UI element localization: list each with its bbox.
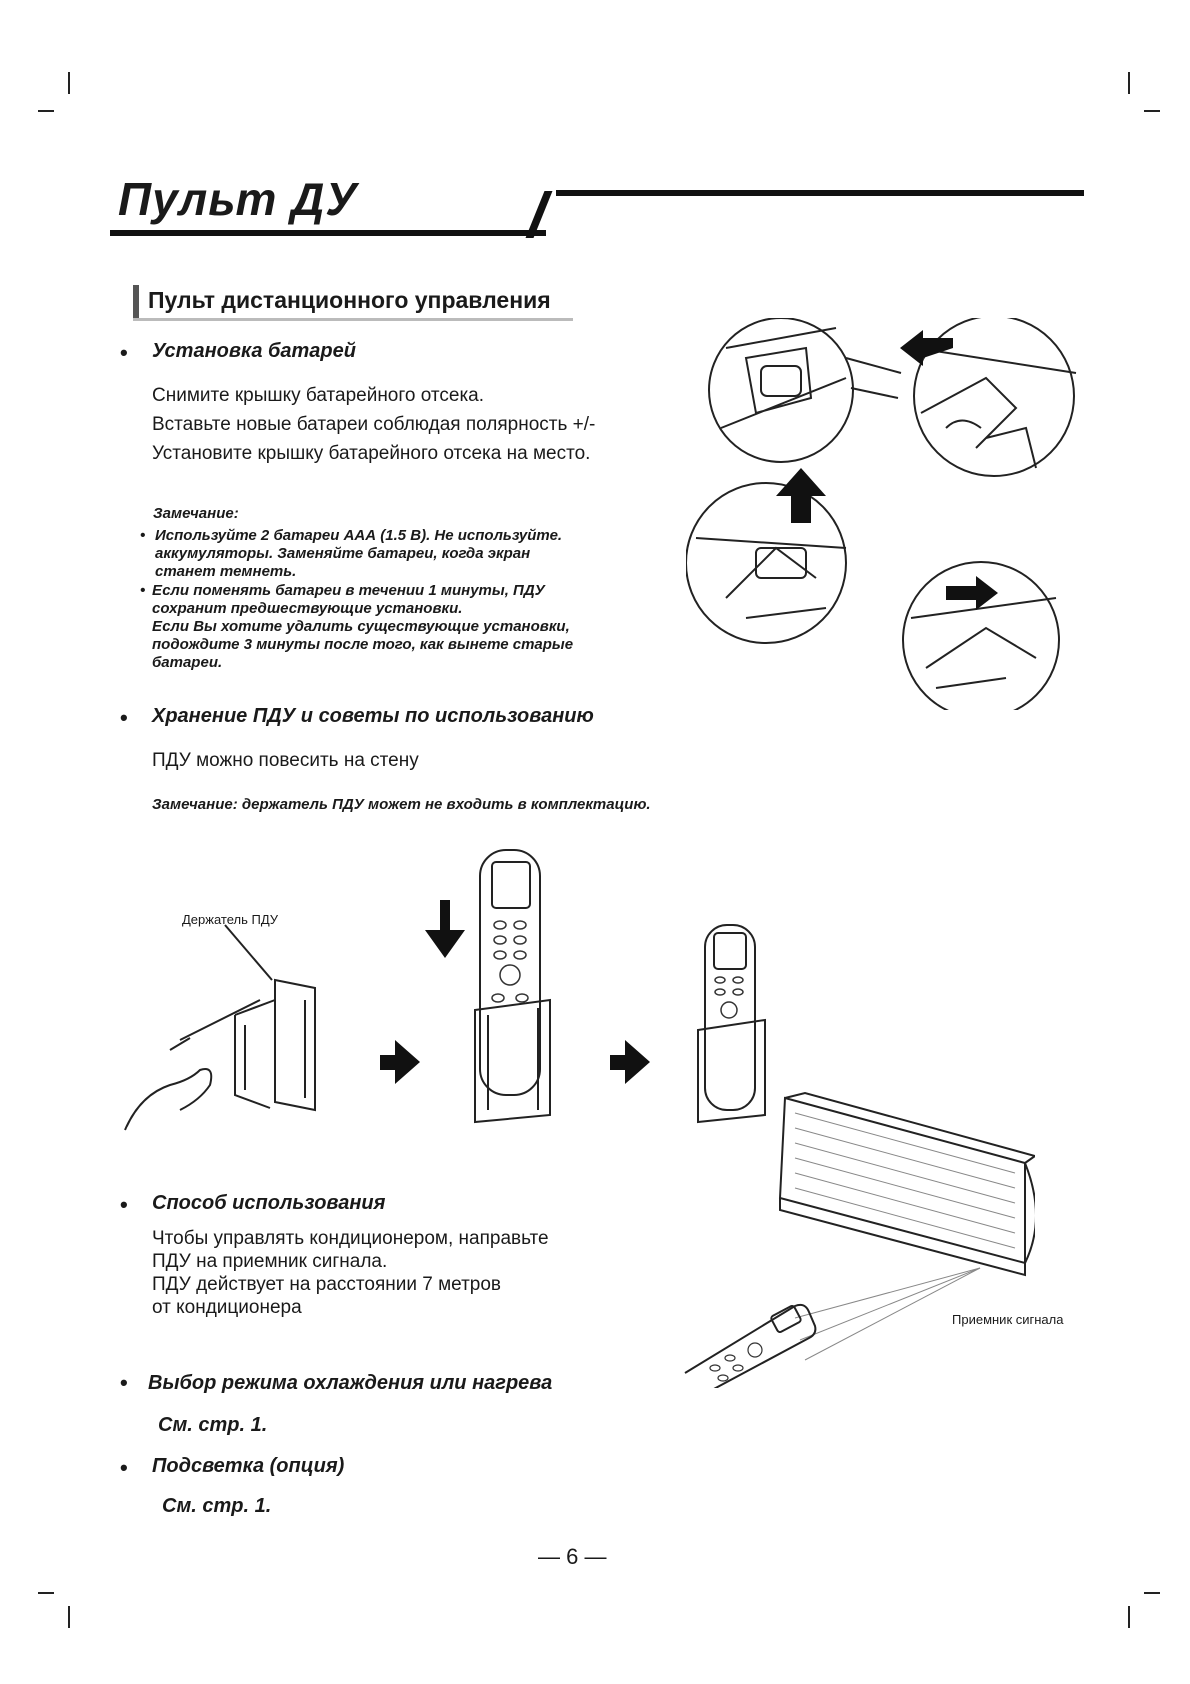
battery-note-line: станет темнеть. [155, 563, 297, 580]
bullet: • [120, 340, 128, 365]
crop-mark [1128, 72, 1130, 94]
crop-mark [1144, 1592, 1160, 1594]
crop-mark [38, 110, 54, 112]
mode-ref: См. стр. 1. [158, 1414, 268, 1436]
usage-line: ПДУ действует на расстоянии 7 метров [152, 1274, 502, 1295]
section-underline [133, 318, 573, 321]
note-bullet: • [140, 582, 146, 599]
storage-heading: Хранение ПДУ и советы по использованию [152, 705, 594, 727]
bullet: • [120, 1192, 128, 1217]
battery-note-line: аккумуляторы. Заменяйте батареи, когда экран [155, 545, 531, 562]
battery-note-line: подождите 3 минуты после того, как вынете старые [152, 636, 574, 653]
note-bullet: • [140, 527, 146, 544]
crop-mark [38, 1592, 54, 1594]
usage-line: Чтобы управлять кондиционером, направьте [152, 1228, 549, 1249]
battery-line: Снимите крышку батарейного отсека. [152, 385, 485, 406]
bullet: • [120, 1370, 128, 1395]
holder-label: Держатель ПДУ [182, 912, 279, 927]
crop-mark [68, 72, 70, 94]
battery-illustration [686, 318, 1091, 710]
crop-mark [1144, 110, 1160, 112]
battery-note-title: Замечание: [153, 505, 239, 522]
title-rule [556, 190, 1084, 196]
section-bar [133, 285, 139, 319]
battery-note-line: батареи. [152, 654, 223, 671]
battery-note-line: Используйте 2 батареи ААА (1.5 В). Не используйте. [155, 527, 563, 544]
usage-line: от кондиционера [152, 1297, 302, 1318]
page-number: — 6 — [538, 1544, 607, 1569]
battery-heading: Установка батарей [152, 340, 356, 362]
battery-note-line: сохранит предшествующие установки. [152, 600, 463, 617]
usage-line: ПДУ на приемник сигнала. [152, 1251, 388, 1272]
bullet: • [120, 705, 128, 730]
usage-heading: Способ использования [152, 1192, 386, 1214]
page-title: Пульт ДУ [118, 173, 358, 225]
battery-note-line: Если Вы хотите удалить существующие установки, [152, 618, 570, 635]
battery-line: Установите крышку батарейного отсека на место. [152, 443, 591, 464]
battery-note-line: Если поменять батареи в течении 1 минуты, ПДУ [152, 582, 545, 599]
receiver-label: Приемник сигнала [952, 1312, 1064, 1327]
air-conditioner-illustration [675, 1088, 1035, 1388]
backlight-ref: См. стр. 1. [162, 1495, 272, 1517]
title-rule [110, 230, 546, 236]
battery-line: Вставьте новые батареи соблюдая полярность +/- [152, 414, 596, 435]
storage-note: Замечание: держатель ПДУ может не входить в комплектацию. [152, 796, 651, 813]
backlight-heading: Подсветка (опция) [152, 1455, 345, 1477]
mode-heading: Выбор режима охлаждения или нагрева [148, 1372, 553, 1394]
crop-mark [68, 1606, 70, 1628]
crop-mark [1128, 1606, 1130, 1628]
storage-line: ПДУ можно повесить на стену [152, 750, 419, 771]
bullet: • [120, 1455, 128, 1480]
section-title: Пульт дистанционного управления [148, 287, 551, 313]
